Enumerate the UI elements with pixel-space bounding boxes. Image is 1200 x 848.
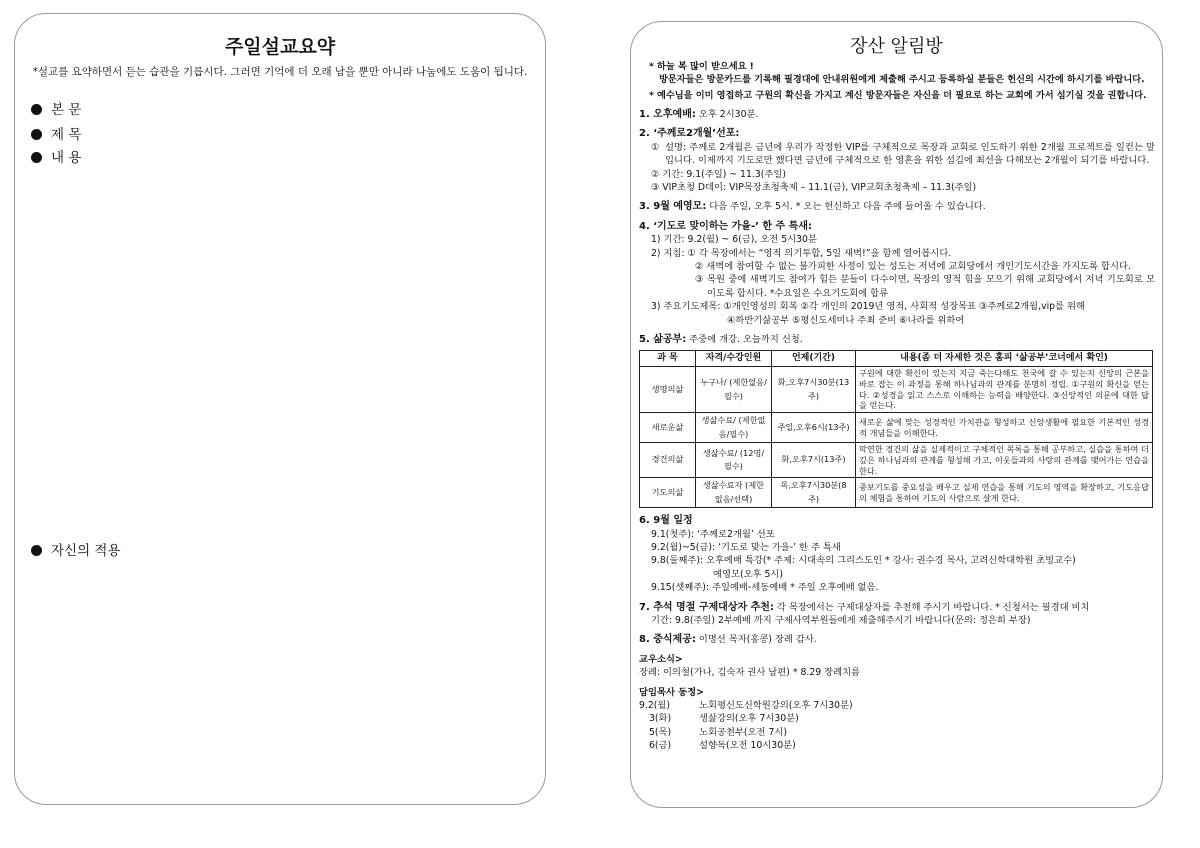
member-news-heading: 교우소식> bbox=[639, 653, 683, 665]
line-label: ① bbox=[651, 141, 660, 153]
bullet-dot bbox=[31, 152, 42, 163]
section-heading: 5. 삶공부: bbox=[639, 334, 687, 346]
sermon-summary-subtitle: *설교를 요약하면서 듣는 습관을 기릅시다. 그러면 기억에 더 오래 남을 뿐만 아니라 나눔에도 도움이 됩니다. bbox=[32, 66, 528, 78]
bullet-dot bbox=[31, 545, 42, 556]
section-heading: 6. 9월 일정 bbox=[639, 515, 693, 527]
schedule-item: 예영모(오후 5시) bbox=[713, 568, 784, 580]
prayer-line-2: 2) 지침: ① 각 목장에서는 “영적 의기투합, 5일 새벽!”을 함께 열어봅시다. bbox=[651, 247, 952, 259]
section-yeyoungmo bbox=[639, 200, 1155, 213]
section-text: 주중에 개강. 오늘까지 신청. bbox=[686, 334, 803, 346]
schedule-item: 9.1(첫주): ‘주께로2개월’ 선포 bbox=[651, 528, 775, 540]
table-row bbox=[640, 478, 1153, 508]
bullet-dot bbox=[31, 129, 42, 140]
duty-text: 생삶강의(오후 7시30분) bbox=[699, 713, 799, 725]
section-september-schedule bbox=[639, 514, 1155, 594]
table-cell: 경건의삶 bbox=[640, 442, 696, 477]
section-heading: 4. ‘기도로 맞이하는 가을-’ 한 주 특새: bbox=[639, 220, 812, 232]
table-cell: 화,오후7시30분(13주) bbox=[772, 366, 856, 412]
bullet-application bbox=[31, 539, 121, 559]
section-two-months bbox=[639, 127, 1155, 194]
sermon-summary-panel bbox=[14, 13, 546, 805]
duty-date: 5(목) bbox=[649, 726, 672, 738]
table-cell: 새로운 삶에 맞는 성경적인 가치관을 형성하고 신앙생활에 필요한 기본적인 성경적 개념들을 이해한다. bbox=[856, 413, 1153, 443]
section-text: 오후 2시30분. bbox=[695, 109, 759, 120]
announcements-title: 장산 알림방 bbox=[850, 36, 943, 57]
table-cell: 기도의삶 bbox=[640, 478, 696, 508]
table-cell: 누구나/ (제한없음/필수) bbox=[696, 366, 772, 412]
section-heading: 2. ‘주께로2개월’선포: bbox=[639, 128, 740, 140]
table-cell: 구원에 대한 확신이 있는지 지금 죽는다해도 천국에 갈 수 있는지 신앙의 근본을 바로 잡는 이 과정을 통해 하나님과의 관계를 분명히 정립. ①구원의 확신을 얻는다. ②성경을 읽고 스스로 이해하는 능력을 배양한다. ③신앙적인 의문에 대한 답을 얻는다. bbox=[856, 366, 1153, 412]
relief-period: 기간: 9.8(주일) 2부예배 까지 구제사역부원들에게 제출해주시기 바랍니다(문의: 정은희 부장) bbox=[651, 614, 1031, 626]
pastor-schedule-item bbox=[639, 726, 1155, 739]
schedule-item: 9.2(월)~5(금): ‘기도로 맞는 가을-’ 한 주 특새 bbox=[651, 541, 841, 553]
table-header-cell: 자격/수강인원 bbox=[696, 350, 772, 366]
table-row bbox=[640, 413, 1153, 443]
table-cell: 주일,오후6시(13주) bbox=[772, 413, 856, 443]
schedule-item: 9.8(둘째주): 오후예배 특강(* 주제: 시대속의 그리스도인 * 강사: 권수경 목사, 고려신학대학원 초빙교수) bbox=[651, 555, 1076, 567]
duty-text: 설향독(오전 10시30분) bbox=[699, 740, 796, 752]
section-life-study bbox=[639, 333, 1155, 508]
bullet-scripture-label: 본 문 bbox=[51, 102, 82, 118]
table-cell: 막연한 경건의 삶을 실제적이고 구체적인 목록을 통해 공부하고, 실습을 통하여 더 깊은 하나님과의 관계를 형성해 가고, 이웃들과의 사랑의 관계를 맺어가는 연습을 한다. bbox=[856, 442, 1153, 477]
duty-date: 3(화) bbox=[649, 713, 672, 725]
two-months-line-2: ② 기간: 9.1(주일) ~ 11.3(주일) bbox=[651, 168, 786, 180]
table-cell: 새로운삶 bbox=[640, 413, 696, 443]
bullet-scripture bbox=[31, 98, 81, 118]
table-cell: 생삶수료자 (제한없음/선택) bbox=[696, 478, 772, 508]
duty-date: 6(금) bbox=[649, 740, 672, 752]
pastor-schedule-heading: 담임목사 동정> bbox=[639, 686, 704, 698]
section-text: 각 목장에서는 구제대상자를 추천해 주시기 바랍니다. * 신청서는 필경대 비치 bbox=[773, 601, 1090, 613]
two-months-line-3: ③ VIP초청 D데이: VIP목장초청축제 – 11.1(금), VIP교회초청축제 – 11.3(주일) bbox=[651, 182, 977, 194]
prayer-line-3: ② 새벽에 참여할 수 없는 불가피한 사정이 있는 성도는 저녁에 교회당에서 개인기도시간을 가지도록 합시다. bbox=[695, 261, 1131, 273]
line-text: 설명: 주께로 2개월은 금년에 우리가 작정한 VIP를 구체적으로 목장과 교회로 인도하기 위한 2개월 프로젝트를 일컫는 말입니다. 이제까지 기도로만 했다면 금년에 구체적으로 한 영혼을 위한 섬김에 최선을 다해보는 2개월이 되기를 바랍니다. bbox=[665, 141, 1155, 167]
table-cell: 생삶수료/ (12명/필수) bbox=[696, 442, 772, 477]
two-months-line-1 bbox=[639, 141, 1155, 168]
duty-text: 노회공천부(오전 7시) bbox=[699, 726, 787, 738]
section-heading: 1. 오후예배: bbox=[639, 109, 696, 120]
sermon-summary-title: 주일설교요약 bbox=[224, 36, 336, 58]
section-text: 다음 주일, 오후 5시. * 오는 헌신하고 다음 주에 들어올 수 있습니다. bbox=[706, 201, 986, 213]
bullet-content-label: 내 용 bbox=[51, 150, 82, 166]
bullet-title-label: 제 목 bbox=[51, 127, 82, 143]
member-news-text: 장례: 이의철(가나, 김숙자 권사 남편) * 8.29 장례치름 bbox=[639, 667, 861, 679]
bullet-application-label: 자신의 적용 bbox=[51, 543, 121, 559]
section-lunch bbox=[639, 633, 1155, 646]
table-cell: 생명의삶 bbox=[640, 366, 696, 412]
table-header-cell: 언제(기간) bbox=[772, 350, 856, 366]
section-relief-recommendation bbox=[639, 601, 1155, 628]
section-heading: 3. 9월 예영모: bbox=[639, 201, 707, 213]
duty-date: 9.2(월) bbox=[639, 699, 671, 711]
prayer-line-1: 1) 기간: 9.2(월) ~ 6(금), 오전 5시30분 bbox=[651, 234, 817, 246]
bullet-title bbox=[31, 123, 81, 143]
prayer-line-6: ④하반기삶공부 ⑤평신도세미나 주최 준비 ⑥나라를 위하여 bbox=[727, 314, 965, 326]
section-heading: 7. 추석 명절 구제대상자 추천: bbox=[639, 601, 774, 613]
announcements-content bbox=[639, 60, 1155, 753]
table-row bbox=[640, 366, 1153, 412]
table-header-row bbox=[640, 350, 1153, 366]
section-prayer-week bbox=[639, 220, 1155, 327]
pastor-schedule-item bbox=[639, 712, 1155, 725]
table-row bbox=[640, 442, 1153, 477]
prayer-line-5: 3) 주요기도제목: ①개인영성의 회복 ②각 개인의 2019년 영적, 사회적 성장목표 ③주께로2개월,vip를 위해 bbox=[651, 301, 1085, 313]
bullet-dot bbox=[31, 104, 42, 115]
table-header-cell: 내용(좀 더 자세한 것은 홈피 ‘삶공부’코너에서 확인) bbox=[856, 350, 1153, 366]
bullet-content bbox=[31, 146, 81, 166]
schedule-item: 9.15(셋째주): 주일예배-세동예배 * 주일 오후예배 없음. bbox=[651, 582, 879, 594]
pastor-schedule-item bbox=[639, 739, 1155, 752]
prayer-line-4: ③ 목원 중에 새벽기도 참여가 힘든 분들이 다수이면, 목장의 영적 힘을 모으기 위해 교회당에서 저녁 기도회로 모이도록 합시다. *수요일은 수요기도회에 합류 bbox=[695, 274, 1155, 299]
announcements-panel bbox=[630, 21, 1163, 808]
table-cell: 목,오후7시30분(8주) bbox=[772, 478, 856, 508]
notice-greeting: * 하늘 복 많이 받으세요 ! bbox=[649, 61, 754, 72]
table-header-cell: 과 목 bbox=[640, 350, 696, 366]
section-afternoon-service bbox=[639, 108, 1155, 121]
notice-transfer: * 예수님을 이미 영접하고 구원의 확신을 가지고 계신 방문자들은 자신을 더 필요로 하는 교회에 가서 섬기실 것을 권합니다. bbox=[649, 90, 1147, 101]
notice-visitor-card: 방문자들은 방문카드를 기록해 필경대에 안내위원에게 제출해 주시고 등록하실 분들은 헌신의 시간에 하시기를 바랍니다. bbox=[659, 74, 1145, 85]
section-heading: 8. 중식제공: bbox=[639, 634, 696, 646]
life-study-table bbox=[639, 350, 1153, 509]
pastor-schedule-item bbox=[639, 699, 1155, 712]
table-cell: 화,오후7시(13주) bbox=[772, 442, 856, 477]
visitor-notice bbox=[639, 60, 1155, 102]
table-cell: 중보기도를 중요성을 배우고 실제 연습을 통해 기도의 영역을 확장하고, 기도응답의 체험을 통하여 기도의 사람으로 살게 한다. bbox=[856, 478, 1153, 508]
section-text: 이명선 목자(홍콩) 장례 감사. bbox=[695, 634, 817, 646]
table-cell: 생삶수료/ (제한없음/필수) bbox=[696, 413, 772, 443]
duty-text: 노회평신도신학원강의(오후 7시30분) bbox=[699, 699, 853, 711]
